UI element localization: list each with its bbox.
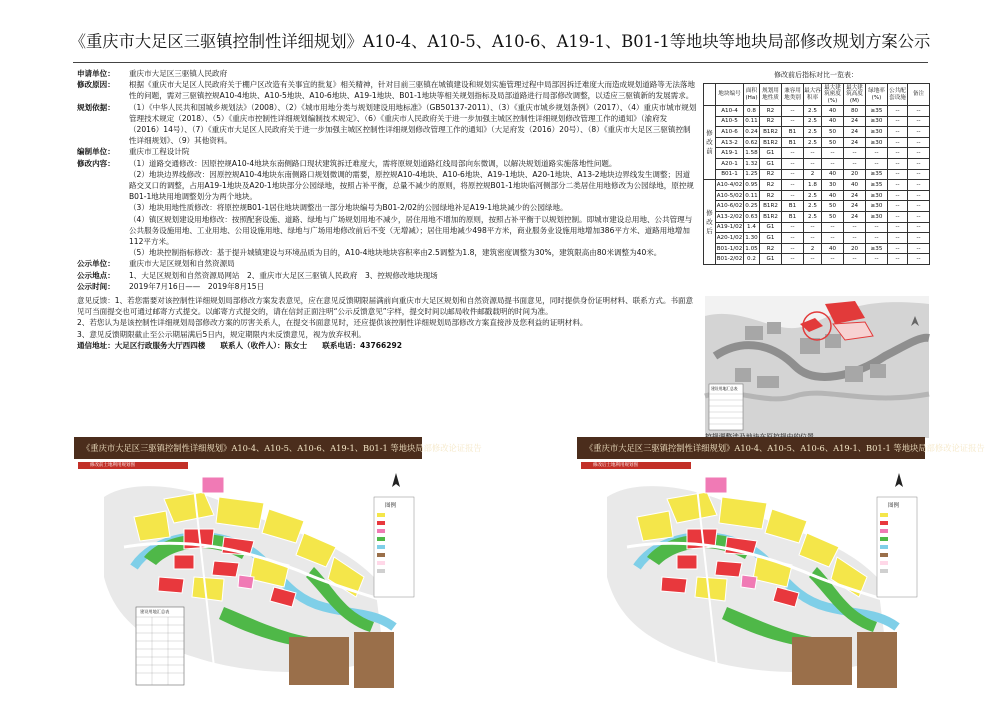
applicant-row xyxy=(77,68,697,79)
table-cell: 80 xyxy=(844,106,866,117)
table-row xyxy=(704,148,930,159)
publisher-row xyxy=(77,258,697,269)
table-cell: 2.5 xyxy=(804,116,822,127)
table-cell: -- xyxy=(908,169,930,180)
table-cell: 1.32 xyxy=(744,158,760,169)
table-cell: A20-1 xyxy=(716,158,744,169)
land-use-map-after xyxy=(577,437,925,703)
location-row xyxy=(77,270,697,281)
table-cell: -- xyxy=(804,158,822,169)
table-cell: ≥30 xyxy=(866,116,888,127)
table-cell: -- xyxy=(782,180,804,191)
location-label: 公示地点： xyxy=(77,270,115,280)
table-cell: B1 xyxy=(782,137,804,148)
table-cell: 40 xyxy=(822,169,844,180)
table-cell: -- xyxy=(908,243,930,254)
table-cell: 40 xyxy=(822,243,844,254)
table-cell: -- xyxy=(908,180,930,191)
table-cell: G1 xyxy=(760,222,782,233)
comparison-table xyxy=(703,83,930,265)
content-item: （5）地块控制指标修改：基于提升城镇建设与环境品质为目的，A10-4地块地块容积率由2.5调整为1.8，建筑密度调整为30%，建筑限高由80米调整为40米。 xyxy=(129,248,662,258)
table-cell: -- xyxy=(888,222,908,233)
basis-value: （1）《中华人民共和国城乡规划法》（2008）、（2）《城市用地分类与规划建设用地标准》（GB50137-2011）、（3）《重庆市城乡规划条例》（2017）、（4）重庆市城市规划管理技术规定（2018）、（5）《重庆市控制性详细规划编制技术规定》、（6）《重庆市人民政府关于进一步加强主城区控制性详细规划修改管理工作的通知》（渝府发（2016）14号）、（7）《重庆市大足区人民政府关于进一步加强主城区控制性详细规划修改管理工作的通知》（大足府发（2016）20号）、（8）《重庆市大足区三驱镇控制性详细规划》、（9）其他资料。 xyxy=(129,102,697,146)
content-item: （2）地块边界线修改：因原控规A10-4地块东南侧路口规划微调的需要，原控规A10-4地块、A10-6地块、A19-1地块、A20-1地块、A13-2地块边界线发生调整；因道路交叉口的调整，占用A19-1地块及A20-1地块部分公园绿地，按照占补平衡，总量不减少的原则，将原控规B01-1地块临河侧部分二类居住用地修改为公园绿地，原控规B01-1地块用地调整划分为两个地块。 xyxy=(129,169,694,202)
publisher-label: 公示单位： xyxy=(77,259,115,269)
header-cell: 最大容积率 xyxy=(804,84,822,106)
contact-info: 通信地址：大足区行政服务大厅西四楼 联系人（收件人）：陈女士 联系电话：43766292 xyxy=(77,340,403,350)
table-cell: 0.24 xyxy=(744,127,760,138)
table-cell: -- xyxy=(866,148,888,159)
table-cell: B1R2 xyxy=(760,201,782,212)
table-cell: 0.2 xyxy=(744,254,760,265)
table-cell: 24 xyxy=(844,137,866,148)
table-header-row xyxy=(704,84,930,106)
table-cell: 40 xyxy=(822,116,844,127)
table-cell: 2 xyxy=(804,243,822,254)
basis-label: 规划依据： xyxy=(77,102,115,112)
table-row xyxy=(704,137,930,148)
table-cell: R2 xyxy=(760,190,782,201)
table-cell: 0.11 xyxy=(744,190,760,201)
table-cell: B01-2/02 xyxy=(716,254,744,265)
table-cell: -- xyxy=(866,222,888,233)
table-cell: -- xyxy=(844,148,866,159)
table-cell: -- xyxy=(908,222,930,233)
header-cell: 面积(Ha) xyxy=(744,84,760,106)
reason-row xyxy=(77,79,697,101)
table-cell: -- xyxy=(888,254,908,265)
table-cell: ≥30 xyxy=(866,190,888,201)
table-cell: -- xyxy=(888,211,908,222)
table-cell: -- xyxy=(844,222,866,233)
table-cell: -- xyxy=(888,233,908,244)
table-cell: 40 xyxy=(822,106,844,117)
period-row xyxy=(77,281,697,292)
content-item: （4）镇区规划建设用地修改：按照配套设施、道路、绿地与广场规划用地不减少，居住用地不增加的原则，按照占补平衡于以规划控制。即城市建设总用地、公共管理与公共服务设施用地、工业用地、公用设施用地、绿地与广场用地修改前后不变（无增减）；居住用地减少498平方米，商业服务业设施用地增加386平方米、道路用地增加112平方米。 xyxy=(129,214,693,247)
table-cell: B01-1 xyxy=(716,169,744,180)
table-cell: -- xyxy=(866,254,888,265)
content-label: 修改内容： xyxy=(77,158,115,168)
table-cell: -- xyxy=(888,106,908,117)
table-cell: ≥35 xyxy=(866,243,888,254)
table-cell: -- xyxy=(782,233,804,244)
designer-value: 重庆市工程设计院 xyxy=(129,147,190,157)
reason-value: 根据《重庆市大足区人民政府关于棚户区改造有关事宜的批复》相关精神，针对目前三驱镇在城镇建设和规划实施管理过程中局部因拆迁难度大而造成规划道路等无法落地性的问题，需对三驱镇控规A10-4地块、A10-5地块、A10-6地块、A19-1地块、B01-1地块等相关规划指标及局部道路进行局部修改调整，以适应三驱镇新的发展需求。 xyxy=(129,80,696,101)
table-cell: 30 xyxy=(822,180,844,191)
feedback-note: 2、若您认为是该控制性详细规划局部修改方案的厉害关系人，在提交书面意见时，还应提供该控制性详细规划局部修改方案直接涉及您利益的证明材料。 xyxy=(77,318,588,328)
poster-subtitle-bar xyxy=(78,462,188,469)
small-map-legend-title: 建设用地汇总表 xyxy=(711,386,738,391)
table-cell: -- xyxy=(908,190,930,201)
table-cell: -- xyxy=(822,233,844,244)
table-cell: G1 xyxy=(760,254,782,265)
period-label: 公示时间： xyxy=(77,281,115,291)
location-map xyxy=(705,296,929,438)
poster-title: 《重庆市大足区三驱镇控制性详细规划》A10-4、A10-5、A10-6、A19-1、B01-1 等地块局部修改论证报告 xyxy=(577,437,925,459)
table-cell: -- xyxy=(844,233,866,244)
table-cell: 20 xyxy=(844,169,866,180)
table-cell: 1.4 xyxy=(744,222,760,233)
table-cell: -- xyxy=(888,201,908,212)
table-cell: -- xyxy=(908,201,930,212)
table-row xyxy=(704,116,930,127)
feedback-note: 3、意见反馈期限截止至公示期届满后5日内，规定期限内未反馈意见，视为放弃权利。 xyxy=(77,329,366,339)
table-cell: -- xyxy=(888,116,908,127)
table-cell: A13-2 xyxy=(716,137,744,148)
table-cell: 50 xyxy=(822,211,844,222)
poster-after xyxy=(577,437,985,703)
basis-row xyxy=(77,102,697,147)
table-cell: -- xyxy=(822,158,844,169)
table-cell: A10-6 xyxy=(716,127,744,138)
table-cell: 0.8 xyxy=(744,106,760,117)
table-cell: 0.63 xyxy=(744,211,760,222)
table-cell: ≥30 xyxy=(866,211,888,222)
table-cell: -- xyxy=(822,148,844,159)
table-cell: -- xyxy=(866,158,888,169)
table-cell: 1.05 xyxy=(744,243,760,254)
table-cell: ≥35 xyxy=(866,106,888,117)
table-cell: 1.8 xyxy=(804,180,822,191)
table-cell: -- xyxy=(888,137,908,148)
content-row xyxy=(77,158,697,259)
table-cell: B1R2 xyxy=(760,127,782,138)
table-row xyxy=(704,222,930,233)
table-cell: A19-1/02 xyxy=(716,222,744,233)
table-cell: 2.5 xyxy=(804,190,822,201)
table-cell: -- xyxy=(908,127,930,138)
poster-subtitle-bar xyxy=(581,462,691,469)
table-cell: -- xyxy=(804,254,822,265)
table-cell: -- xyxy=(782,254,804,265)
table-cell: G1 xyxy=(760,233,782,244)
table-cell: B1R2 xyxy=(760,211,782,222)
table-cell: -- xyxy=(888,190,908,201)
table-cell: 24 xyxy=(844,211,866,222)
publisher-value: 重庆市大足区规划和自然资源局 xyxy=(129,259,235,269)
table-cell: 24 xyxy=(844,127,866,138)
table-cell: R2 xyxy=(760,116,782,127)
land-use-map-before xyxy=(74,437,422,703)
header-cell: 兼容用地类别 xyxy=(782,84,804,106)
table-cell: -- xyxy=(782,243,804,254)
poster-title: 《重庆市大足区三驱镇控制性详细规划》A10-4、A10-5、A10-6、A19-1、B01-1 等地块局部修改论证报告 xyxy=(74,437,422,459)
table-cell: B1R2 xyxy=(760,137,782,148)
table-cell: 2.5 xyxy=(804,137,822,148)
table-cell: 1.25 xyxy=(744,169,760,180)
table-cell: -- xyxy=(908,137,930,148)
table-cell: R2 xyxy=(760,180,782,191)
after-group-label: 修改后 xyxy=(704,180,716,265)
table-cell: 2 xyxy=(804,169,822,180)
table-cell: -- xyxy=(782,169,804,180)
table-cell: A10-5/02 xyxy=(716,190,744,201)
table-cell: 2.5 xyxy=(804,106,822,117)
table-cell: 24 xyxy=(844,116,866,127)
table-cell: ≥30 xyxy=(866,201,888,212)
table-body xyxy=(704,106,930,265)
table-cell: 0.62 xyxy=(744,137,760,148)
table-cell: -- xyxy=(782,116,804,127)
header-cell: 地块编号 xyxy=(716,84,744,106)
table-cell: -- xyxy=(782,222,804,233)
poster-table-title: 建设用地汇总表 xyxy=(140,609,170,614)
feedback-note: 意见反馈：1、若您需要对该控制性详细规划局部修改方案发表意见，应在意见反馈期限届满前向重庆市大足区规划和自然资源局提书面意见，同时提供身份证明材料、联系方式。书面意见可当面提交也可通过邮寄方式提交。以邮寄方式提交的，请在信封正面注明“公示反馈意见”字样，提交时间以邮局收件邮戳载明的时间为准。 xyxy=(77,296,694,317)
table-cell: A10-4 xyxy=(716,106,744,117)
table-row xyxy=(704,106,930,117)
table-cell: -- xyxy=(888,169,908,180)
table-cell: 50 xyxy=(822,137,844,148)
poster-legend-title: 图例 xyxy=(385,503,397,509)
table-cell: -- xyxy=(866,233,888,244)
table-cell: A10-4/02 xyxy=(716,180,744,191)
header-cell: 备注 xyxy=(908,84,930,106)
table-cell: R2 xyxy=(760,169,782,180)
table-cell: 24 xyxy=(844,201,866,212)
table-cell: 1.58 xyxy=(744,148,760,159)
table-cell: -- xyxy=(888,148,908,159)
table-cell: 1.30 xyxy=(744,233,760,244)
table-cell: -- xyxy=(908,158,930,169)
table-cell: B01-1/02 xyxy=(716,243,744,254)
table-cell: G1 xyxy=(760,158,782,169)
header-cell: 绿地率(%) xyxy=(866,84,888,106)
table-cell: -- xyxy=(782,148,804,159)
table-cell: ≥35 xyxy=(866,180,888,191)
table-row xyxy=(704,243,930,254)
poster-subtitle: 修改后土地利用规划图 xyxy=(593,463,638,468)
table-cell: -- xyxy=(804,222,822,233)
table-cell: 50 xyxy=(822,201,844,212)
table-cell: -- xyxy=(908,211,930,222)
applicant-value: 重庆市大足区三驱镇人民政府 xyxy=(129,69,228,78)
table-cell: -- xyxy=(782,158,804,169)
table-cell: 50 xyxy=(822,127,844,138)
page-title: 《重庆市大足区三驱镇控制性详细规划》A10-4、A10-5、A10-6、A19-1、B01-1等地块等地块局部修改规划方案公示 xyxy=(69,32,931,51)
table-row xyxy=(704,127,930,138)
table-cell: -- xyxy=(822,254,844,265)
table-cell: A20-1/02 xyxy=(716,233,744,244)
table-cell: B1 xyxy=(782,127,804,138)
table-cell: 0.95 xyxy=(744,180,760,191)
table-cell: R2 xyxy=(760,243,782,254)
table-cell: -- xyxy=(782,190,804,201)
table-row xyxy=(704,201,930,212)
content-item: （3）地块用地性质修改：将原控规B01-1居住地块调整出一部分地块编号为B01-2/02的公园绿地补足A19-1地块减少的公园绿地。 xyxy=(129,203,568,213)
poster-before xyxy=(74,437,482,703)
header-cell: 规划用地性质 xyxy=(760,84,782,106)
table-cell: R2 xyxy=(760,106,782,117)
table-cell: 0.11 xyxy=(744,116,760,127)
title-divider xyxy=(73,62,928,63)
comparison-table-block xyxy=(703,70,929,265)
table-cell: -- xyxy=(804,233,822,244)
table-cell: 40 xyxy=(822,190,844,201)
table-cell: G1 xyxy=(760,148,782,159)
table-cell: -- xyxy=(844,158,866,169)
period-value: 2019年7月16日—— 2019年8月15日 xyxy=(129,281,265,291)
table-cell: ≥30 xyxy=(866,127,888,138)
content-item: （1）道路交通修改：因原控规A10-4地块东南侧路口现状建筑拆迁难度大，需将原规划道路红线局部向东微调，以解决规划道路实施落地性问题。 xyxy=(129,158,617,168)
table-row xyxy=(704,169,930,180)
table-cell: B1 xyxy=(782,201,804,212)
table-cell: -- xyxy=(888,243,908,254)
table-cell: 20 xyxy=(844,243,866,254)
table-cell: A19-1 xyxy=(716,148,744,159)
table-cell: B1 xyxy=(782,211,804,222)
poster-subtitle: 修改前土地利用规划图 xyxy=(90,463,135,468)
table-cell: -- xyxy=(844,254,866,265)
reason-label: 修改原因： xyxy=(77,80,115,90)
table-cell: -- xyxy=(908,233,930,244)
designer-label: 编制单位： xyxy=(77,147,115,157)
header-cell: 最大建筑高度(M) xyxy=(844,84,866,106)
designer-row xyxy=(77,146,697,157)
location-value: 1、大足区规划和自然资源局网站 2、重庆市大足区三驱镇人民政府 3、控规修改地块现场 xyxy=(129,270,438,280)
applicant-label: 申请单位： xyxy=(77,69,115,78)
table-row xyxy=(704,233,930,244)
table-cell: 2.5 xyxy=(804,201,822,212)
table-cell: -- xyxy=(804,148,822,159)
table-cell: A10-6/02 xyxy=(716,201,744,212)
table-cell: ≥35 xyxy=(866,169,888,180)
table-cell: -- xyxy=(888,158,908,169)
table-cell: 2.5 xyxy=(804,211,822,222)
table-cell: -- xyxy=(908,254,930,265)
table-row xyxy=(704,254,930,265)
table-cell: 2.5 xyxy=(804,127,822,138)
content-value xyxy=(129,158,697,259)
notice-body xyxy=(77,68,697,351)
table-cell: 40 xyxy=(844,180,866,191)
table-cell: 0.25 xyxy=(744,201,760,212)
table-caption: 修改前后指标对比一览表： xyxy=(774,71,858,79)
table-cell: -- xyxy=(908,106,930,117)
table-cell: A13-2/02 xyxy=(716,211,744,222)
poster-legend-title: 图例 xyxy=(888,503,900,509)
table-row xyxy=(704,158,930,169)
table-cell: -- xyxy=(822,222,844,233)
table-row xyxy=(704,190,930,201)
table-cell: -- xyxy=(782,106,804,117)
table-cell: A10-5 xyxy=(716,116,744,127)
table-row xyxy=(704,180,930,191)
table-cell: -- xyxy=(908,116,930,127)
table-row xyxy=(704,211,930,222)
table-cell: -- xyxy=(888,127,908,138)
table-cell: -- xyxy=(888,180,908,191)
header-cell: 公共配套设施 xyxy=(888,84,908,106)
before-group-label: 修改前 xyxy=(704,106,716,180)
table-cell: 24 xyxy=(844,190,866,201)
header-cell: 最大建筑密度(%) xyxy=(822,84,844,106)
table-cell: -- xyxy=(908,148,930,159)
header-cell xyxy=(704,84,716,106)
table-cell: ≥30 xyxy=(866,137,888,148)
